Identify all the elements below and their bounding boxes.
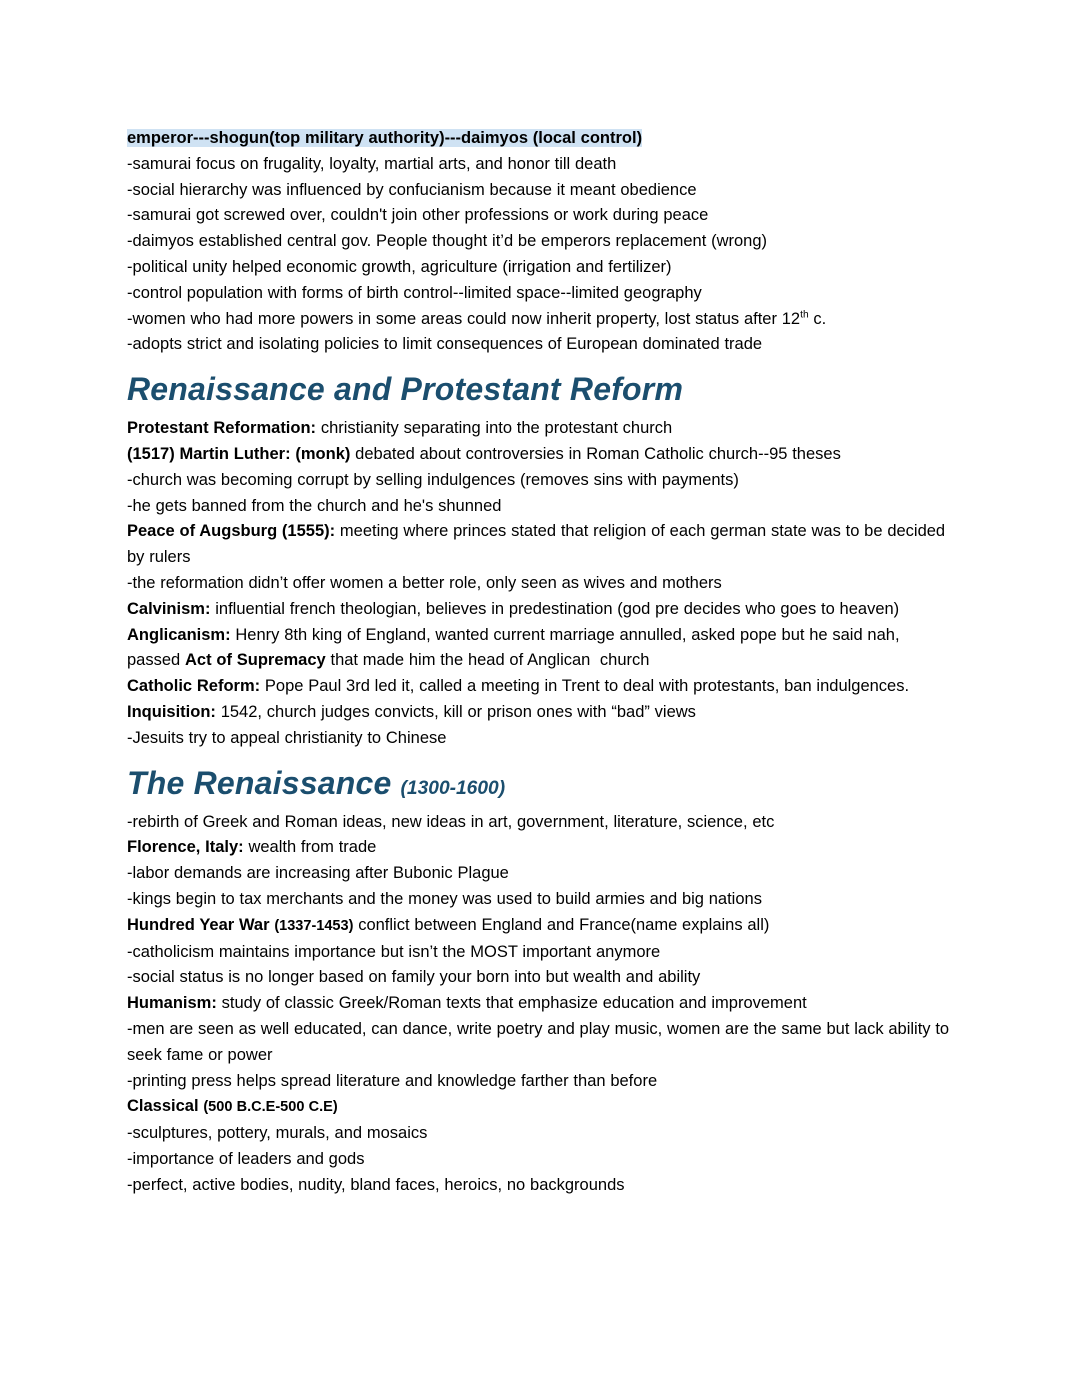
- paragraph: [127, 1017, 954, 1069]
- paragraph: [127, 991, 954, 1017]
- text-run: -the reformation didn’t offer women a better role, only seen as wives and mothers: [127, 573, 722, 592]
- section-heading: [127, 369, 954, 409]
- paragraph: [127, 307, 954, 333]
- section-heading: [127, 763, 954, 803]
- text-run: debated about controversies in Roman Catholic church--95 theses: [350, 444, 841, 463]
- text-run: conflict between England and France(name explains all): [353, 915, 770, 934]
- text-run: -sculptures, pottery, murals, and mosaics: [127, 1124, 428, 1143]
- text-run: -men are seen as well educated, can dance, write poetry and play music, women are the same but lack ability to seek fame or power: [127, 1019, 954, 1064]
- text-run: -samurai focus on frugality, loyalty, martial arts, and honor till death: [127, 154, 617, 173]
- paragraph: [127, 255, 954, 281]
- text-run: christianity separating into the protestant church: [316, 419, 673, 438]
- text-run: -church was becoming corrupt by selling indulgences (removes sins with payments): [127, 470, 739, 489]
- text-run: The Renaissance: [127, 764, 401, 801]
- text-run: Act of Supremacy: [185, 651, 326, 670]
- paragraph: [127, 700, 954, 726]
- paragraph: [127, 1173, 954, 1199]
- text-run: -catholicism maintains importance but isn’t the MOST important anymore: [127, 942, 661, 961]
- paragraph: [127, 1069, 954, 1095]
- text-run: Protestant Reformation:: [127, 419, 317, 438]
- text-run: th: [800, 309, 809, 321]
- text-run: Peace of Augsburg (1555):: [127, 522, 336, 541]
- paragraph: [127, 1121, 954, 1147]
- paragraph: [127, 1147, 954, 1173]
- text-run: Classical: [127, 1097, 204, 1116]
- paragraph: [127, 468, 954, 494]
- paragraph: [127, 623, 954, 675]
- text-run: Humanism:: [127, 994, 217, 1013]
- paragraph: [127, 913, 954, 940]
- text-run: (1300-1600): [400, 777, 506, 799]
- paragraph: [127, 861, 954, 887]
- text-run: (1517) Martin Luther: (monk): [127, 444, 351, 463]
- text-run: -labor demands are increasing after Bubonic Plague: [127, 864, 509, 883]
- text-run: -perfect, active bodies, nudity, bland faces, heroics, no backgrounds: [127, 1175, 625, 1194]
- paragraph: [127, 1094, 954, 1121]
- paragraph: [127, 332, 954, 358]
- text-run: meeting where princes stated that religion of each german state was to be decided by rulers: [127, 522, 950, 567]
- text-run: -control population with forms of birth control--limited space--limited geography: [127, 283, 702, 302]
- text-run: (1337-1453): [274, 917, 354, 934]
- text-run: 1542, church judges convicts, kill or prison ones with “bad” views: [215, 702, 696, 721]
- paragraph: [127, 726, 954, 752]
- text-run: c.: [808, 309, 827, 328]
- text-run: Calvinism:: [127, 599, 211, 618]
- text-run: Catholic Reform:: [127, 677, 261, 696]
- text-run: -social status is no longer based on family your born into but wealth and ability: [127, 968, 701, 987]
- text-run: -Jesuits try to appeal christianity to Chinese: [127, 728, 447, 747]
- text-run: -printing press helps spread literature and knowledge farther than before: [127, 1071, 658, 1090]
- text-run: -social hierarchy was influenced by confucianism because it meant obedience: [127, 180, 697, 199]
- paragraph: [127, 519, 954, 571]
- paragraph: [127, 571, 954, 597]
- paragraph: [127, 229, 954, 255]
- paragraph: [127, 178, 954, 204]
- paragraph: [127, 442, 954, 468]
- text-run: emperor---shogun(top military authority)---daimyos (local control): [127, 129, 643, 147]
- text-run: Hundred Year War: [127, 915, 275, 934]
- text-run: -rebirth of Greek and Roman ideas, new ideas in art, government, literature, science, etc: [127, 812, 775, 831]
- paragraph: [127, 940, 954, 966]
- text-run: -kings begin to tax merchants and the money was used to build armies and big nations: [127, 889, 762, 908]
- text-run: Renaissance and Protestant Reform: [127, 371, 684, 408]
- text-run: study of classic Greek/Roman texts that emphasize education and improvement: [216, 994, 807, 1013]
- paragraph: [127, 494, 954, 520]
- text-run: Pope Paul 3rd led it, called a meeting in Trent to deal with protestants, ban indulgences.: [260, 677, 910, 696]
- paragraph: [127, 416, 954, 442]
- paragraph: [127, 281, 954, 307]
- text-run: -political unity helped economic growth, agriculture (irrigation and fertilizer): [127, 257, 672, 276]
- paragraph: [127, 126, 954, 152]
- text-run: Henry 8th king of England, wanted current marriage annulled, asked pope but he said nah, passed: [127, 625, 905, 670]
- text-run: -samurai got screwed over, couldn't join other professions or work during peace: [127, 206, 709, 225]
- document-body: [127, 126, 954, 1198]
- text-run: that made him the head of Anglican church: [325, 651, 650, 670]
- text-run: Florence, Italy:: [127, 838, 244, 857]
- paragraph: [127, 674, 954, 700]
- text-run: wealth from trade: [243, 838, 377, 857]
- text-run: -daimyos established central gov. People thought it’d be emperors replacement (wrong): [127, 232, 768, 251]
- paragraph: [127, 597, 954, 623]
- paragraph: [127, 965, 954, 991]
- paragraph: [127, 152, 954, 178]
- text-run: (500 B.C.E-500 C.E): [203, 1099, 338, 1116]
- text-run: -women who had more powers in some areas could now inherit property, lost status after 12: [127, 309, 801, 328]
- paragraph: [127, 810, 954, 836]
- text-run: Anglicanism:: [127, 625, 231, 644]
- text-run: -he gets banned from the church and he's shunned: [127, 496, 502, 515]
- text-run: -adopts strict and isolating policies to limit consequences of European dominated trade: [127, 335, 763, 354]
- text-run: -importance of leaders and gods: [127, 1149, 365, 1168]
- text-run: influential french theologian, believes in predestination (god pre decides who goes to heaven): [210, 599, 900, 618]
- paragraph: [127, 887, 954, 913]
- text-run: Inquisition:: [127, 702, 216, 721]
- paragraph: [127, 203, 954, 229]
- paragraph: [127, 835, 954, 861]
